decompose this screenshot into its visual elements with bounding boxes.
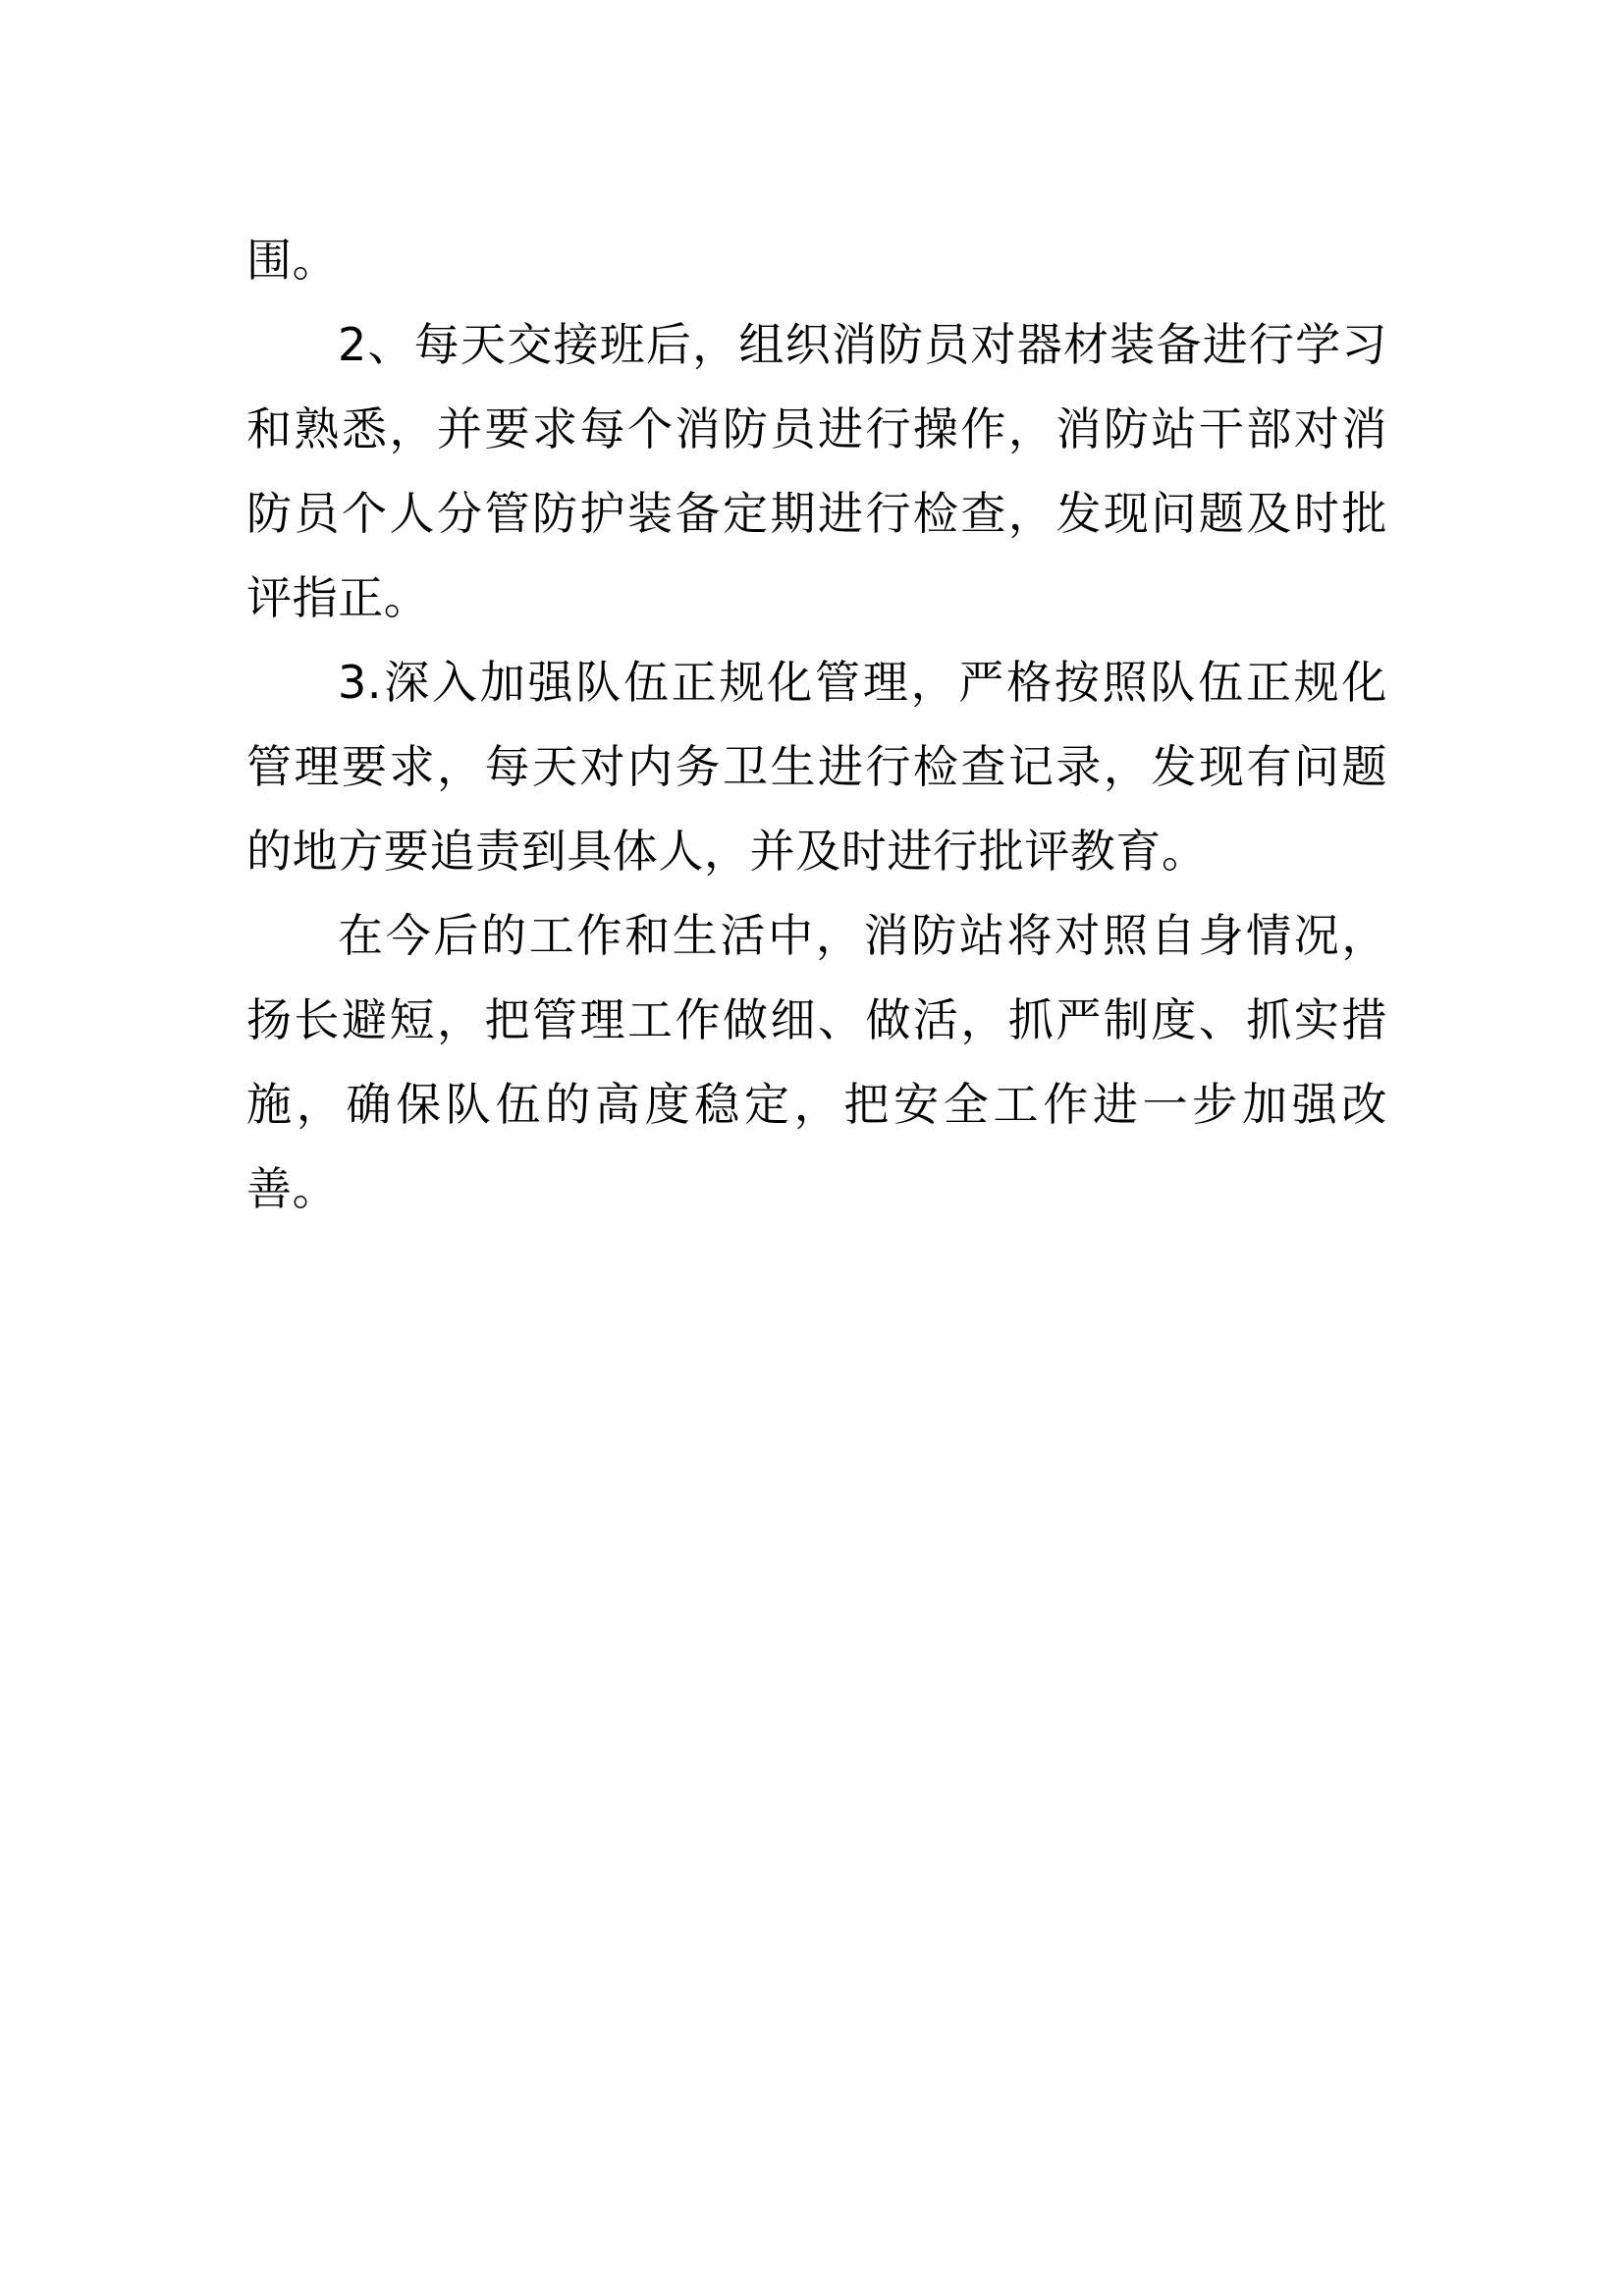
paragraph-conclusion: 在今后的工作和生活中，消防站将对照自身情况，扬长避短，把管理工作做细、做活，抓严制度、抓实措施，确保队伍的高度稳定，把安全工作进一步加强改善。 [246, 909, 1387, 1215]
document-body [246, 218, 1387, 1231]
paragraph-continuation: 围。 [246, 234, 339, 287]
paragraph-item-3: 3.深入加强队伍正规化管理，严格按照队伍正规化管理要求，每天对内务卫生进行检查记录，发现有问题的地方要追责到具体人，并及时进行批评教育。 [246, 656, 1387, 878]
paragraph-item-2: 2、每天交接班后，组织消防员对器材装备进行学习和熟悉，并要求每个消防员进行操作，消防站干部对消防员个人分管防护装备定期进行检查，发现问题及时批评指正。 [246, 318, 1387, 624]
